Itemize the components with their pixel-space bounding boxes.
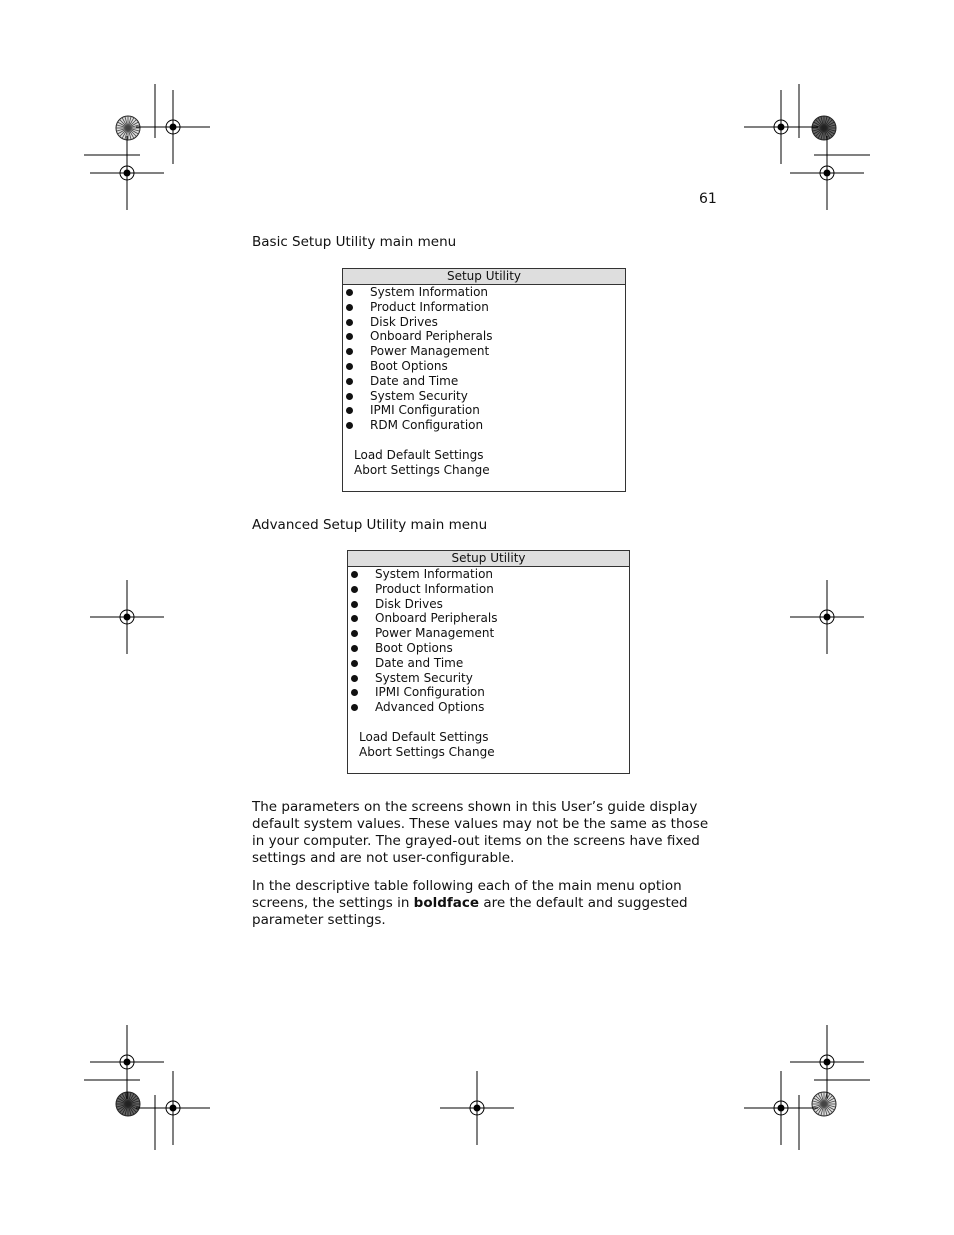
bullet-icon bbox=[351, 630, 358, 637]
menu-item bbox=[343, 389, 625, 404]
advanced-menu-title: Setup Utility bbox=[348, 551, 629, 567]
bullet-icon bbox=[351, 689, 358, 696]
menu-item-label: Date and Time bbox=[370, 373, 459, 388]
menu-item bbox=[343, 374, 625, 389]
menu-item-label: RDM Configuration bbox=[370, 418, 484, 433]
bullet-icon bbox=[351, 601, 358, 608]
menu-item-label: Onboard Peripherals bbox=[375, 611, 498, 626]
menu-item bbox=[348, 611, 629, 626]
menu-item bbox=[348, 597, 629, 612]
menu-item-label: Boot Options bbox=[370, 358, 448, 373]
menu-item-label: IPMI Configuration bbox=[375, 685, 485, 700]
bullet-icon bbox=[346, 363, 353, 370]
menu-item bbox=[348, 582, 629, 597]
menu-item-label: Boot Options bbox=[375, 640, 453, 655]
menu-item bbox=[348, 626, 629, 641]
crosshair-icon bbox=[124, 1059, 131, 1066]
page-number: 61 bbox=[699, 191, 717, 207]
menu-item bbox=[348, 641, 629, 656]
basic-menu-title: Setup Utility bbox=[343, 269, 625, 285]
advanced-menu-list bbox=[348, 567, 629, 715]
paragraph-boldface-before: In the descriptive table following each of the main menu option screens, the settings in bbox=[252, 878, 682, 911]
bullet-icon bbox=[351, 704, 358, 711]
menu-item bbox=[343, 285, 625, 300]
menu-item bbox=[343, 300, 625, 315]
bullet-icon bbox=[351, 615, 358, 622]
advanced-setup-menu bbox=[347, 550, 630, 774]
menu-item-label: Product Information bbox=[375, 581, 494, 596]
bullet-icon bbox=[351, 660, 358, 667]
paragraph-boldface-after: are the default and suggested parameter settings. bbox=[252, 895, 688, 928]
basic-menu-caption: Basic Setup Utility main menu bbox=[252, 234, 457, 250]
menu-item-label: IPMI Configuration bbox=[370, 403, 480, 418]
bullet-icon bbox=[346, 407, 353, 414]
crosshair-icon bbox=[778, 124, 785, 131]
menu-item bbox=[348, 656, 629, 671]
bullet-icon bbox=[346, 393, 353, 400]
bullet-icon bbox=[346, 289, 353, 296]
crosshair-icon bbox=[124, 614, 131, 621]
menu-item-label: Power Management bbox=[370, 344, 490, 359]
menu-item bbox=[343, 344, 625, 359]
crosshair-icon bbox=[170, 1105, 177, 1112]
menu-item bbox=[343, 403, 625, 418]
bullet-icon bbox=[346, 348, 353, 355]
menu-item bbox=[348, 700, 629, 715]
bullet-icon bbox=[346, 422, 353, 429]
menu-item-label: Date and Time bbox=[375, 655, 464, 670]
crosshair-icon bbox=[824, 170, 831, 177]
menu-item-label: Disk Drives bbox=[370, 314, 438, 329]
bullet-icon bbox=[346, 304, 353, 311]
menu-action: Abort Settings Change bbox=[354, 462, 490, 477]
bullet-icon bbox=[346, 319, 353, 326]
menu-action: Load Default Settings bbox=[359, 729, 489, 744]
basic-menu-list bbox=[343, 285, 625, 433]
paragraph-boldface bbox=[252, 878, 722, 929]
paragraph-defaults: The parameters on the screens shown in this User’s guide display default system values. These values may not be the same as those in your computer. The grayed-out items on the screens have fixed settings and are not user-configurable. bbox=[252, 799, 709, 866]
advanced-menu-caption: Advanced Setup Utility main menu bbox=[252, 517, 488, 533]
menu-item-label: Advanced Options bbox=[375, 700, 485, 715]
menu-item bbox=[348, 671, 629, 686]
menu-item-label: Onboard Peripherals bbox=[370, 329, 493, 344]
bullet-icon bbox=[351, 586, 358, 593]
menu-item-label: System Information bbox=[375, 567, 494, 581]
menu-item-label: System Security bbox=[370, 388, 468, 403]
bullet-icon bbox=[351, 645, 358, 652]
boldface-term: boldface bbox=[413, 895, 480, 911]
crosshair-icon bbox=[474, 1105, 481, 1112]
menu-action: Load Default Settings bbox=[354, 447, 484, 462]
menu-item bbox=[343, 418, 625, 433]
menu-item bbox=[348, 685, 629, 700]
menu-item-label: System Security bbox=[375, 670, 473, 685]
advanced-menu-actions bbox=[348, 730, 629, 760]
bullet-icon bbox=[346, 333, 353, 340]
menu-action: Abort Settings Change bbox=[359, 744, 495, 759]
menu-item-label: System Information bbox=[370, 285, 489, 299]
menu-item bbox=[343, 315, 625, 330]
bullet-icon bbox=[346, 378, 353, 385]
menu-item-label: Product Information bbox=[370, 299, 489, 314]
crosshair-icon bbox=[124, 170, 131, 177]
basic-menu-actions bbox=[343, 448, 625, 478]
menu-item-label: Power Management bbox=[375, 626, 495, 641]
menu-item bbox=[343, 329, 625, 344]
bullet-icon bbox=[351, 675, 358, 682]
bullet-icon bbox=[351, 571, 358, 578]
crosshair-icon bbox=[170, 124, 177, 131]
basic-setup-menu bbox=[342, 268, 626, 492]
crosshair-icon bbox=[778, 1105, 785, 1112]
crosshair-icon bbox=[824, 614, 831, 621]
menu-item bbox=[348, 567, 629, 582]
menu-item-label: Disk Drives bbox=[375, 596, 443, 611]
crosshair-icon bbox=[824, 1059, 831, 1066]
menu-item bbox=[343, 359, 625, 374]
